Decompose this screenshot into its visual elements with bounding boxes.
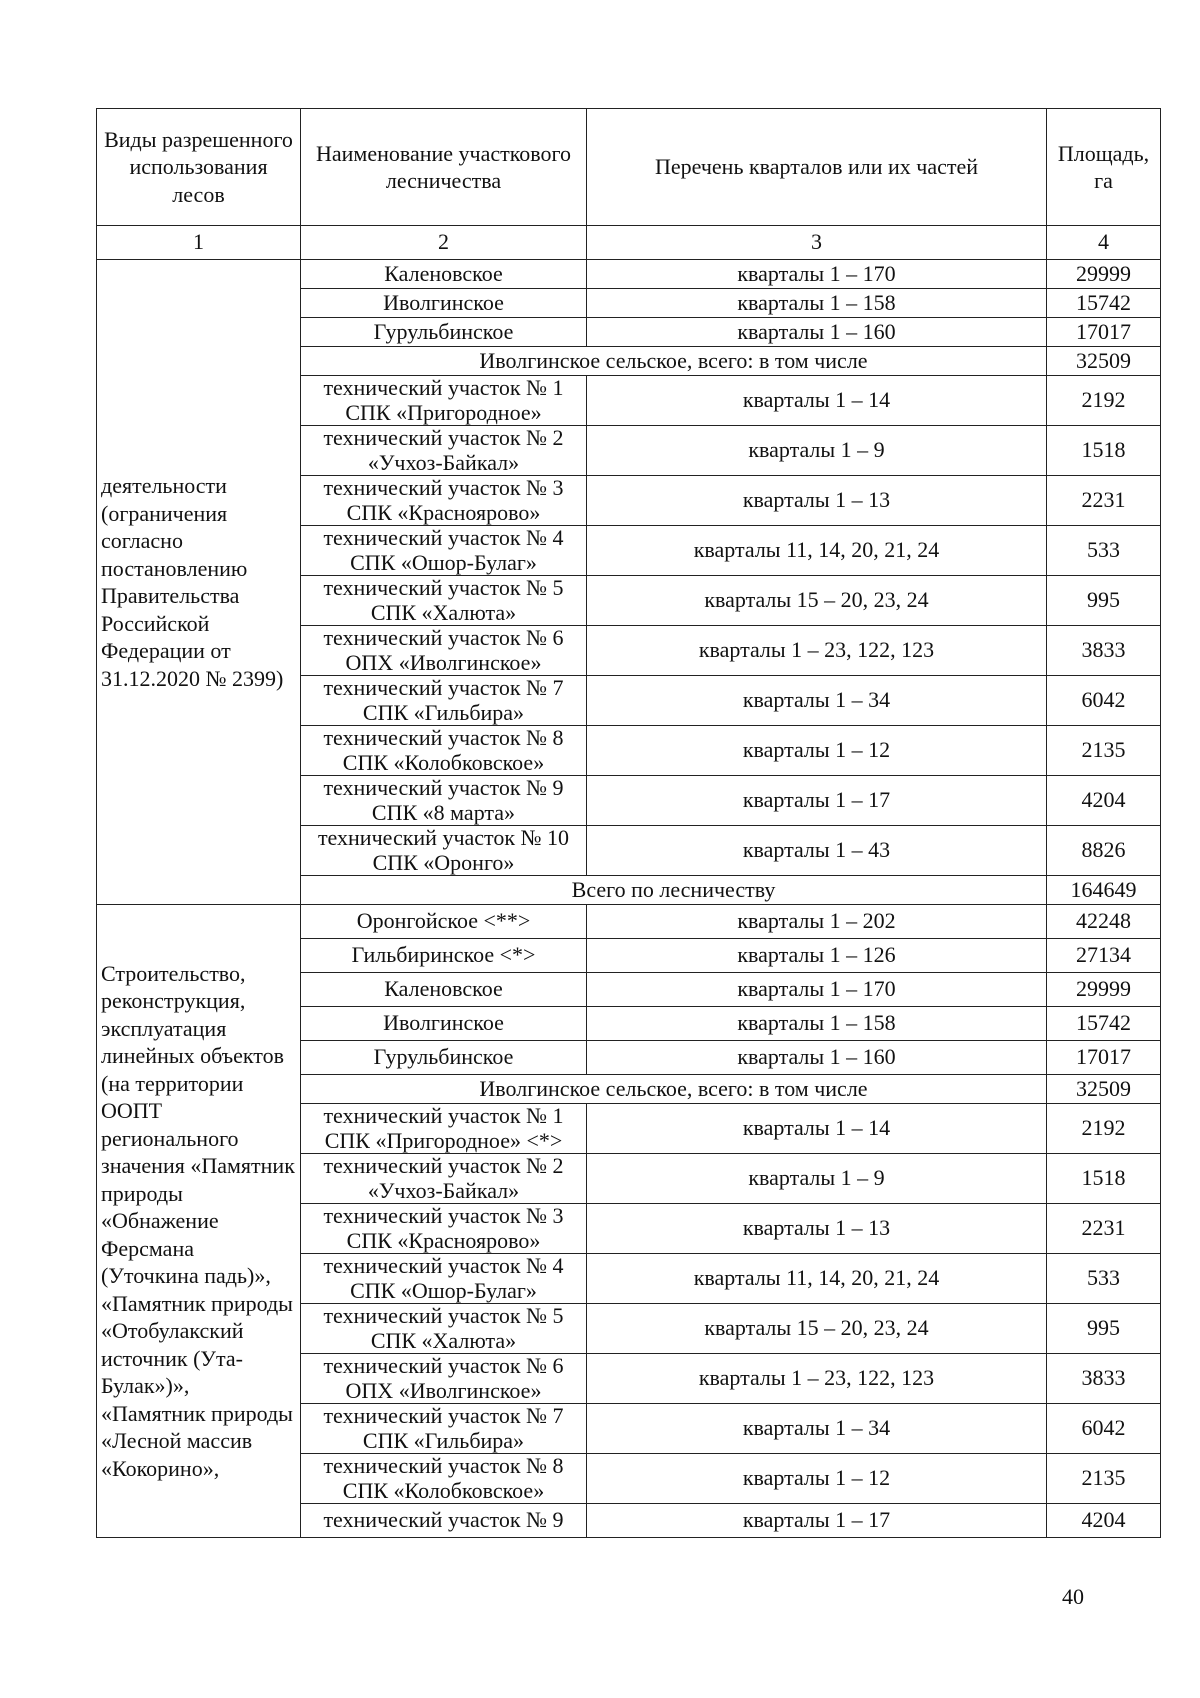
tech-site-number: технический участок № 6 — [323, 1353, 564, 1379]
tech-site-number: технический участок № 9 — [323, 1507, 564, 1533]
tech-site-owner: СПК «8 марта» — [371, 799, 516, 825]
quarters-cell: кварталы 1 – 14 — [587, 376, 1047, 426]
table-row — [97, 905, 1161, 939]
quarters-cell: кварталы 1 – 13 — [587, 476, 1047, 526]
tech-site-number: технический участок № 7 — [323, 675, 564, 701]
quarters-cell: кварталы 1 – 23, 122, 123 — [587, 626, 1047, 676]
area-cell: 995 — [1047, 576, 1161, 626]
tech-site-name — [301, 1404, 587, 1454]
quarters-cell: кварталы 1 – 202 — [587, 905, 1047, 939]
tech-site-owner: ОПХ «Иволгинское» — [345, 649, 542, 675]
forestry-name: Каленовское — [301, 260, 587, 289]
subtotal-label: Иволгинское сельское, всего: в том числе — [301, 347, 1047, 376]
tech-site-owner: СПК «Колобковское» — [342, 749, 545, 775]
tech-site-number: технический участок № 6 — [323, 625, 564, 651]
tech-site-name — [301, 476, 587, 526]
tech-site-owner: СПК «Пригородное» <*> — [324, 1127, 563, 1153]
tech-site-number: технический участок № 4 — [323, 1253, 564, 1279]
tech-site-owner: СПК «Красноярово» — [346, 1227, 541, 1253]
quarters-cell: кварталы 1 – 34 — [587, 1404, 1047, 1454]
forestry-name: Гильбиринское <*> — [301, 939, 587, 973]
area-cell: 4204 — [1047, 776, 1161, 826]
quarters-cell: кварталы 1 – 14 — [587, 1104, 1047, 1154]
forestry-name: Гурульбинское — [301, 318, 587, 347]
column-number: 4 — [1047, 226, 1161, 260]
tech-site-name — [301, 1154, 587, 1204]
column-number: 1 — [97, 226, 301, 260]
area-cell: 27134 — [1047, 939, 1161, 973]
use-type-cell: деятельности (ограничения согласно постановлению Правительства Российской Федерации от 31.12.2020 № 2399) — [97, 260, 301, 905]
area-cell: 6042 — [1047, 1404, 1161, 1454]
quarters-cell: кварталы 1 – 17 — [587, 1504, 1047, 1538]
quarters-cell: кварталы 15 – 20, 23, 24 — [587, 576, 1047, 626]
column-number-row — [97, 226, 1161, 260]
tech-site-number: технический участок № 3 — [323, 475, 564, 501]
quarters-cell: кварталы 11, 14, 20, 21, 24 — [587, 1254, 1047, 1304]
area-cell: 2231 — [1047, 1204, 1161, 1254]
area-cell: 15742 — [1047, 1007, 1161, 1041]
tech-site-number: технический участок № 7 — [323, 1403, 564, 1429]
area-cell: 995 — [1047, 1304, 1161, 1354]
area-cell: 533 — [1047, 1254, 1161, 1304]
page-number: 40 — [1062, 1584, 1084, 1609]
tech-site-owner: ОПХ «Иволгинское» — [345, 1377, 542, 1403]
subtotal-area: 32509 — [1047, 1075, 1161, 1104]
header-quarters-list: Перечень кварталов или их частей — [587, 109, 1047, 226]
area-cell: 42248 — [1047, 905, 1161, 939]
tech-site-owner: СПК «Оронго» — [372, 849, 515, 875]
column-number: 3 — [587, 226, 1047, 260]
tech-site-number: технический участок № 3 — [323, 1203, 564, 1229]
tech-site-number: технический участок № 8 — [323, 1453, 564, 1479]
column-number: 2 — [301, 226, 587, 260]
area-cell: 29999 — [1047, 973, 1161, 1007]
tech-site-name — [301, 1104, 587, 1154]
quarters-cell: кварталы 1 – 160 — [587, 318, 1047, 347]
tech-site-name — [301, 1304, 587, 1354]
forestry-name: Каленовское — [301, 973, 587, 1007]
quarters-cell: кварталы 1 – 34 — [587, 676, 1047, 726]
area-cell: 6042 — [1047, 676, 1161, 726]
header-use-type: Виды разрешенного использования лесов — [97, 109, 301, 226]
tech-site-name — [301, 676, 587, 726]
area-cell: 3833 — [1047, 1354, 1161, 1404]
tech-site-name — [301, 626, 587, 676]
tech-site-name — [301, 576, 587, 626]
area-cell: 2135 — [1047, 726, 1161, 776]
tech-site-name — [301, 526, 587, 576]
area-cell: 4204 — [1047, 1504, 1161, 1538]
area-cell: 17017 — [1047, 1041, 1161, 1075]
quarters-cell: кварталы 1 – 126 — [587, 939, 1047, 973]
tech-site-name — [301, 376, 587, 426]
tech-site-owner: «Учхоз-Байкал» — [367, 1177, 520, 1203]
area-cell: 29999 — [1047, 260, 1161, 289]
tech-site-name — [301, 1204, 587, 1254]
forestry-name: Иволгинское — [301, 289, 587, 318]
quarters-cell: кварталы 1 – 170 — [587, 973, 1047, 1007]
tech-site-owner: СПК «Пригородное» — [345, 399, 542, 425]
forestry-name: Гурульбинское — [301, 1041, 587, 1075]
tech-site-name — [301, 826, 587, 876]
forestry-name: Оронгойское <**> — [301, 905, 587, 939]
tech-site-name — [301, 726, 587, 776]
tech-site-owner: СПК «Ошор-Булаг» — [350, 549, 537, 575]
quarters-cell: кварталы 1 – 170 — [587, 260, 1047, 289]
table-body — [97, 260, 1161, 1538]
area-cell: 17017 — [1047, 318, 1161, 347]
tech-site-owner: СПК «Гильбира» — [362, 1427, 525, 1453]
tech-site-number: технический участок № 5 — [323, 575, 564, 601]
quarters-cell: кварталы 1 – 160 — [587, 1041, 1047, 1075]
area-cell: 2192 — [1047, 1104, 1161, 1154]
area-cell: 533 — [1047, 526, 1161, 576]
quarters-cell: кварталы 1 – 158 — [587, 1007, 1047, 1041]
area-cell: 2135 — [1047, 1454, 1161, 1504]
tech-site-owner: СПК «Ошор-Булаг» — [350, 1277, 537, 1303]
tech-site-owner: СПК «Колобковское» — [342, 1477, 545, 1503]
area-cell: 1518 — [1047, 426, 1161, 476]
quarters-cell: кварталы 1 – 13 — [587, 1204, 1047, 1254]
subtotal-label: Иволгинское сельское, всего: в том числе — [301, 1075, 1047, 1104]
quarters-cell: кварталы 1 – 12 — [587, 726, 1047, 776]
area-cell: 8826 — [1047, 826, 1161, 876]
total-label: Всего по лесничеству — [301, 876, 1047, 905]
tech-site-name — [301, 1254, 587, 1304]
tech-site-owner: «Учхоз-Байкал» — [367, 449, 520, 475]
tech-site-name — [301, 776, 587, 826]
quarters-cell: кварталы 1 – 23, 122, 123 — [587, 1354, 1047, 1404]
tech-site-number: технический участок № 9 — [323, 775, 564, 801]
quarters-cell: кварталы 1 – 43 — [587, 826, 1047, 876]
header-forestry-name: Наименование участкового лесничества — [301, 109, 587, 226]
use-type-cell: Строительство, реконструкция, эксплуатация линейных объектов (на территории ООПТ регионального значения «Памятник природы «Обнажение Ферсмана (Уточкина падь)», «Памятник природы «Отобулакский источник (Ута-Булак»)», «Памятник природы «Лесной массив «Кокорино», — [97, 905, 301, 1538]
area-cell: 2192 — [1047, 376, 1161, 426]
area-cell: 3833 — [1047, 626, 1161, 676]
tech-site-number: технический участок № 2 — [323, 425, 564, 451]
table-row — [97, 260, 1161, 289]
tech-site-name — [301, 1354, 587, 1404]
quarters-cell: кварталы 11, 14, 20, 21, 24 — [587, 526, 1047, 576]
table-header-row — [97, 109, 1161, 226]
tech-site-number: технический участок № 10 — [317, 825, 570, 851]
tech-site-name — [301, 1504, 587, 1538]
subtotal-area: 32509 — [1047, 347, 1161, 376]
tech-site-number: технический участок № 8 — [323, 725, 564, 751]
tech-site-number: технический участок № 1 — [323, 375, 564, 401]
tech-site-owner: СПК «Халюта» — [370, 599, 517, 625]
tech-site-number: технический участок № 1 — [323, 1103, 564, 1129]
area-cell: 15742 — [1047, 289, 1161, 318]
tech-site-number: технический участок № 5 — [323, 1303, 564, 1329]
tech-site-number: технический участок № 4 — [323, 525, 564, 551]
tech-site-owner: СПК «Гильбира» — [362, 699, 525, 725]
header-area: Площадь, га — [1047, 109, 1161, 226]
forestry-name: Иволгинское — [301, 1007, 587, 1041]
quarters-cell: кварталы 1 – 9 — [587, 1154, 1047, 1204]
area-cell: 2231 — [1047, 476, 1161, 526]
tech-site-owner: СПК «Красноярово» — [346, 499, 541, 525]
quarters-cell: кварталы 1 – 12 — [587, 1454, 1047, 1504]
quarters-cell: кварталы 1 – 158 — [587, 289, 1047, 318]
quarters-cell: кварталы 15 – 20, 23, 24 — [587, 1304, 1047, 1354]
forest-use-table — [96, 108, 1161, 1538]
tech-site-number: технический участок № 2 — [323, 1153, 564, 1179]
quarters-cell: кварталы 1 – 17 — [587, 776, 1047, 826]
area-cell: 1518 — [1047, 1154, 1161, 1204]
tech-site-owner: СПК «Халюта» — [370, 1327, 517, 1353]
quarters-cell: кварталы 1 – 9 — [587, 426, 1047, 476]
tech-site-name — [301, 426, 587, 476]
total-area: 164649 — [1047, 876, 1161, 905]
tech-site-name — [301, 1454, 587, 1504]
